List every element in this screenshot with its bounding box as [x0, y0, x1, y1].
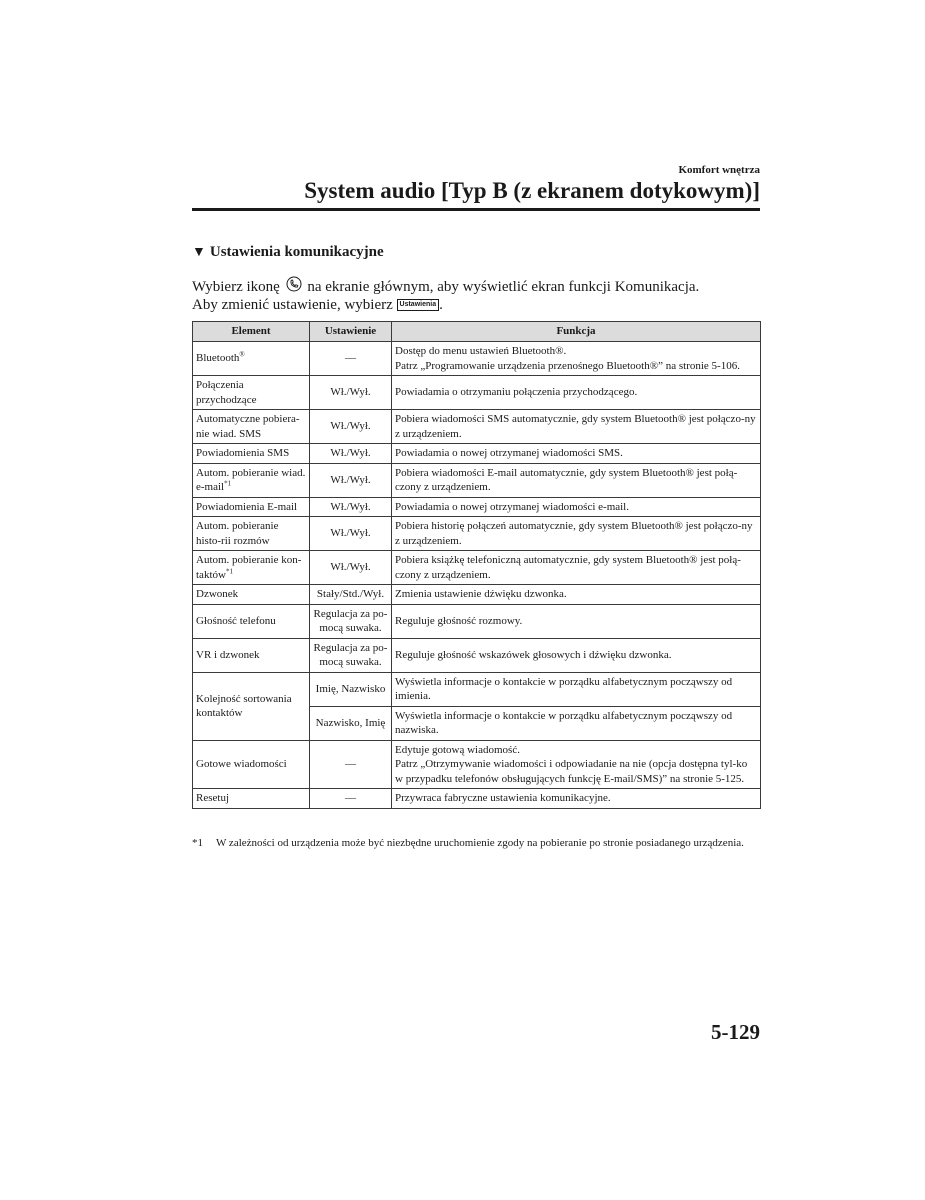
cell-element: Automatyczne pobiera-nie wiad. SMS [193, 410, 310, 444]
cell-element: Resetuj [193, 789, 310, 809]
cell-element: Powiadomienia SMS [193, 444, 310, 464]
header-function: Funkcja [392, 322, 761, 342]
table-row [193, 517, 761, 551]
cell-setting: Regulacja za po-mocą suwaka. [310, 638, 392, 672]
footnote-mark: *1 [192, 837, 203, 849]
cell-element [193, 342, 310, 376]
table-row [193, 376, 761, 410]
table-row [193, 604, 761, 638]
cell-function: Pobiera historię połączeń automatycznie, gdy system Bluetooth® jest połączo-ny z urządzeniem. [392, 517, 761, 551]
triangle-down-icon: ▼ [192, 245, 206, 260]
page-number: 5-129 [711, 1020, 760, 1044]
intro-line-2-end: . [439, 297, 443, 313]
cell-setting: Stały/Std./Wył. [310, 585, 392, 605]
element-text: Bluetooth [196, 352, 240, 365]
cell-function: Pobiera wiadomości E-mail automatycznie, gdy system Bluetooth® jest połą-czony z urządzeniem. [392, 463, 761, 497]
cell-setting: Wł./Wył. [310, 463, 392, 497]
footnote [192, 836, 760, 851]
function-line: Dostęp do menu ustawień Bluetooth®. [395, 345, 567, 357]
cell-element: Dzwonek [193, 585, 310, 605]
cell-function: Pobiera wiadomości SMS automatycznie, gdy system Bluetooth® jest połączo-ny z urządzeniem. [392, 410, 761, 444]
cell-setting: — [310, 342, 392, 376]
cell-element: Gotowe wiadomości [193, 740, 310, 789]
cell-function: Zmienia ustawienie dźwięku dzwonka. [392, 585, 761, 605]
cell-function [392, 740, 761, 789]
element-sup: *1 [224, 479, 232, 488]
cell-function: Pobiera książkę telefoniczną automatycznie, gdy system Bluetooth® jest połą-czony z urządzeniem. [392, 551, 761, 585]
intro-line-1-start: Wybierz ikonę [192, 279, 280, 295]
function-line: Patrz „Programowanie urządzenia przenośnego Bluetooth®” na stronie 5-106. [395, 359, 740, 372]
cell-element: Głośność telefonu [193, 604, 310, 638]
cell-setting: Wł./Wył. [310, 497, 392, 517]
cell-function: Reguluje głośność rozmowy. [392, 604, 761, 638]
table-row [193, 463, 761, 497]
table-header-row [193, 322, 761, 342]
cell-function: Powiadamia o nowej otrzymanej wiadomości SMS. [392, 444, 761, 464]
cell-setting: Wł./Wył. [310, 517, 392, 551]
table-row [193, 342, 761, 376]
table-row [193, 497, 761, 517]
phone-icon [286, 276, 302, 292]
header-element: Element [193, 322, 310, 342]
cell-function [392, 342, 761, 376]
table-row [193, 672, 761, 706]
cell-setting: Wł./Wył. [310, 551, 392, 585]
table-row [193, 410, 761, 444]
cell-setting: Wł./Wył. [310, 444, 392, 464]
cell-element [193, 551, 310, 585]
cell-element: Autom. pobieranie histo-rii rozmów [193, 517, 310, 551]
cell-setting: — [310, 789, 392, 809]
element-sup: ® [239, 350, 245, 359]
cell-function: Reguluje głośność wskazówek głosowych i dźwięku dzwonka. [392, 638, 761, 672]
cell-setting: Imię, Nazwisko [310, 672, 392, 706]
cell-element [193, 463, 310, 497]
header-setting: Ustawienie [310, 322, 392, 342]
page-title: System audio [Typ B (z ekranem dotykowym)] [304, 178, 760, 203]
element-sup: *1 [225, 566, 233, 575]
element-text: Autom. pobieranie wiad. e-mail [196, 466, 306, 493]
title-rule [192, 208, 760, 211]
cell-setting: — [310, 740, 392, 789]
intro-line-2 [192, 296, 772, 314]
table-row [193, 444, 761, 464]
footnote-text: W zależności od urządzenia może być niezbędne uruchomienie zgody na pobieranie po stronie posiadanego urządzenia. [216, 837, 744, 849]
section-tag: Komfort wnętrza [678, 164, 760, 176]
table-row [193, 740, 761, 789]
cell-setting: Wł./Wył. [310, 376, 392, 410]
cell-setting: Regulacja za po-mocą suwaka. [310, 604, 392, 638]
cell-function: Wyświetla informacje o kontakcie w porządku alfabetycznym począwszy od nazwiska. [392, 706, 761, 740]
subheading-text: Ustawienia komunikacyjne [209, 244, 384, 260]
cell-function: Wyświetla informacje o kontakcie w porządku alfabetycznym począwszy od imienia. [392, 672, 761, 706]
element-text: Autom. pobieranie kon-taktów [196, 554, 302, 581]
cell-element: Połączenia przychodzące [193, 376, 310, 410]
function-line: Edytuje gotową wiadomość. [395, 743, 520, 756]
cell-setting: Nazwisko, Imię [310, 706, 392, 740]
settings-button: Ustawienia [397, 299, 440, 311]
table-row [193, 638, 761, 672]
intro-line-1 [192, 276, 772, 296]
cell-element: Kolejność sortowania kontaktów [193, 672, 310, 740]
cell-element: VR i dzwonek [193, 638, 310, 672]
intro-text [192, 276, 772, 314]
table-row [193, 551, 761, 585]
cell-function: Przywraca fabryczne ustawienia komunikacyjne. [392, 789, 761, 809]
intro-line-1-end: na ekranie głównym, aby wyświetlić ekran funkcji Komunikacja. [307, 279, 700, 295]
table-row [193, 585, 761, 605]
table-row [193, 789, 761, 809]
cell-element: Powiadomienia E-mail [193, 497, 310, 517]
cell-function: Powiadamia o nowej otrzymanej wiadomości e-mail. [392, 497, 761, 517]
intro-line-2-start: Aby zmienić ustawienie, wybierz [192, 297, 393, 313]
cell-setting: Wł./Wył. [310, 410, 392, 444]
function-line: Patrz „Otrzymywanie wiadomości i odpowiadanie na nie (opcja dostępna tyl-ko w przypadku telefonów obsługujących funkcję E-mail/SMS)” na stronie 5-125. [395, 758, 748, 785]
cell-function: Powiadamia o otrzymaniu połączenia przychodzącego. [392, 376, 761, 410]
subheading [192, 244, 384, 261]
settings-table [192, 321, 761, 809]
